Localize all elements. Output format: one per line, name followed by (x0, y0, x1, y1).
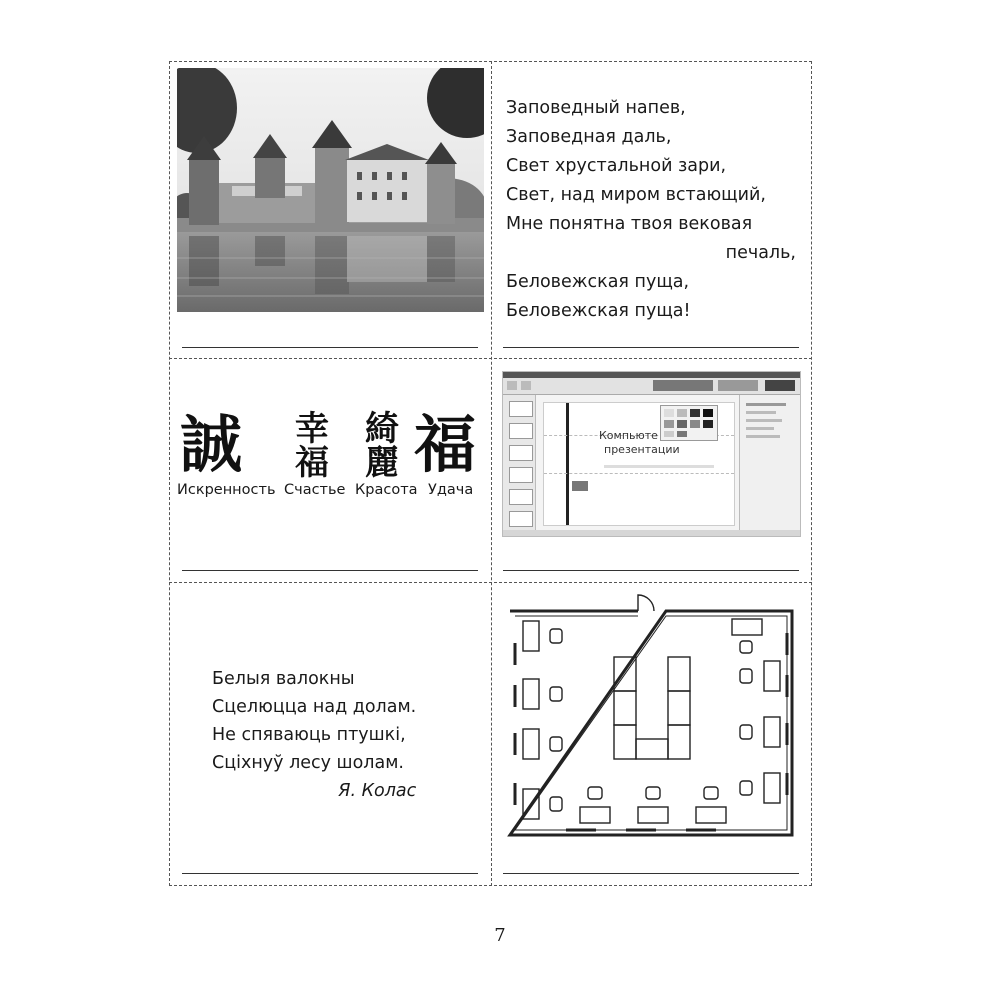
answer-line-3 (182, 570, 478, 571)
page-number: 7 (494, 925, 506, 946)
ribbon (503, 378, 800, 395)
kanji-word: Красота (355, 482, 418, 498)
format-pane (739, 395, 801, 536)
poem-line: Заповедный напев, (506, 98, 686, 118)
answer-line-6 (503, 873, 799, 874)
poem-line: Свет хрустальной зари, (506, 156, 727, 176)
poem-line: Не спяваюць птушкі, (212, 725, 406, 745)
kanji-word: Счастье (284, 482, 346, 498)
poem-line: Сціхнуў лесу шолам. (212, 753, 404, 773)
poem-line: Свет, над миром встающий, (506, 185, 766, 205)
answer-line-2 (503, 347, 799, 348)
answer-line-4 (503, 570, 799, 571)
slide-subtitle: презентации (604, 443, 680, 456)
grid-row-divider-1 (169, 358, 812, 359)
kanji-word: Удача (428, 482, 474, 498)
slide-title: Компьюте (599, 429, 658, 442)
kanji-happiness: 幸福 (295, 409, 329, 483)
poem-author: Я. Колас (338, 781, 417, 801)
poem-line: Мне понятна твоя вековая (506, 214, 753, 234)
kanji-word: Искренность (177, 482, 276, 498)
kanji-luck: 福 (414, 408, 477, 481)
classroom-floor-plan (506, 593, 796, 843)
poem-line: Белыя валокны (212, 669, 355, 689)
castle-photo (177, 68, 484, 312)
slide-thumbnail-panel (503, 395, 536, 536)
poem-line: Беловежская пуща! (506, 301, 691, 321)
grid-vertical-divider (491, 61, 492, 886)
answer-line-1 (182, 347, 478, 348)
grid-row-divider-2 (169, 582, 812, 583)
poem-line: Заповедная даль, (506, 127, 672, 147)
color-palette-popup (660, 405, 718, 441)
poem-line: печаль, (725, 243, 796, 263)
poem-kolas (212, 665, 416, 805)
slide-canvas (543, 402, 735, 526)
kanji-beauty: 綺麗 (365, 409, 399, 483)
poem-line: Беловежская пуща, (506, 272, 690, 292)
status-bar (503, 530, 800, 536)
poem-belovezhskaya (506, 94, 796, 326)
poem-line: Сцелюцца над долам. (212, 697, 417, 717)
kanji-sincerity: 誠 (180, 408, 243, 481)
presentation-editor-screenshot (502, 371, 801, 537)
answer-line-5 (182, 873, 478, 874)
